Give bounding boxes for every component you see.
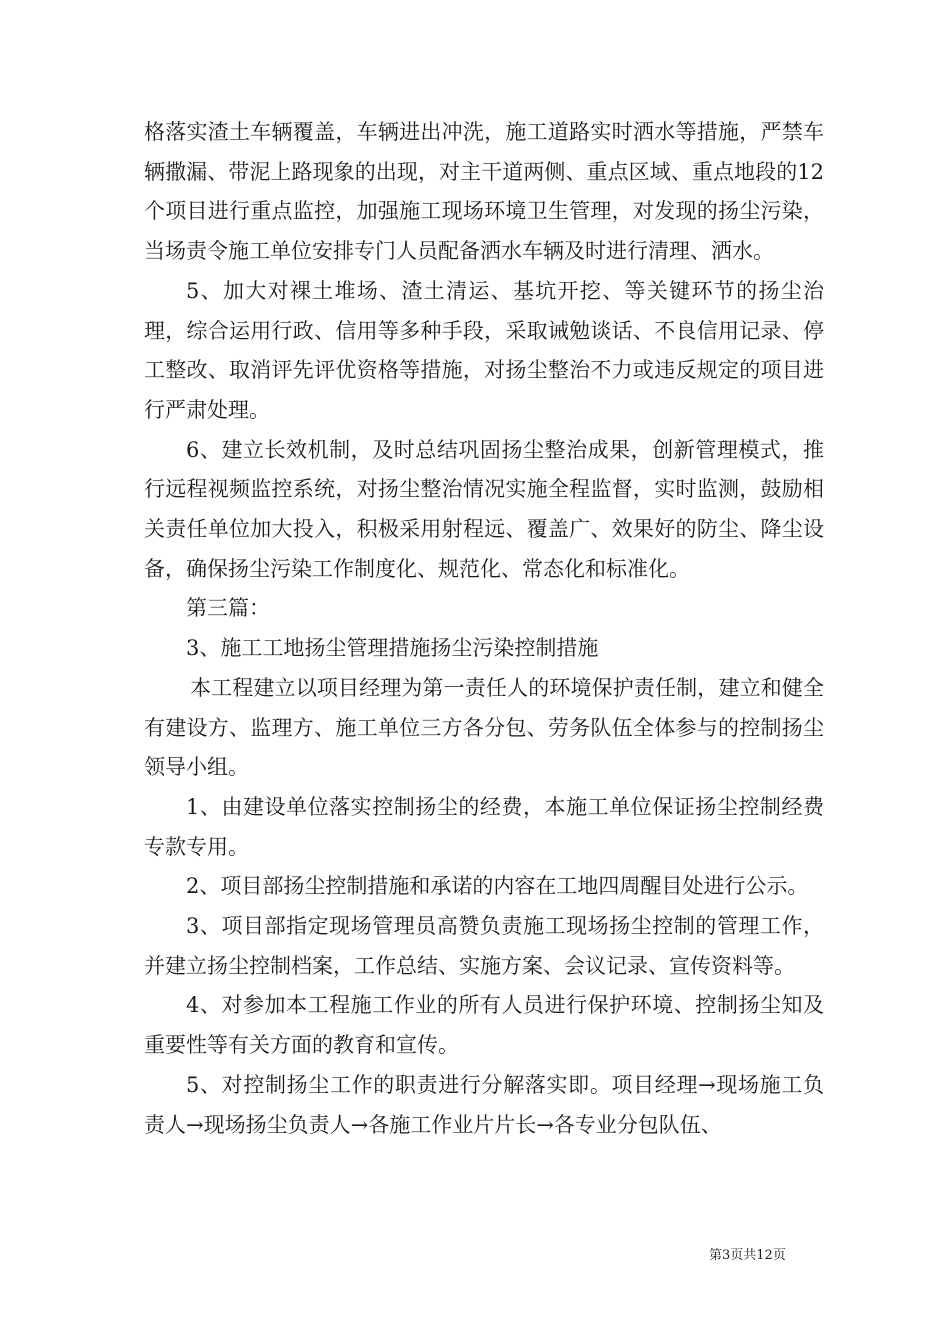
page-number-footer: 第3页共12页 <box>709 1248 786 1263</box>
paragraph-item-1-funding: 1、由建设单位落实控制扬尘的经费，本施工单位保证扬尘控制经费专款专用。 <box>144 794 824 859</box>
paragraph-continuation: 格落实渣土车辆覆盖，车辆进出冲洗，施工道路实时洒水等措施，严禁车辆撒漏、带泥上路现象的出现，对主干道两侧、重点区域、重点地段的12个项目进行重点监控，加强施工现场环境卫生管理，对发现的扬尘污染，当场责令施工单位安排专门人员配备洒水车辆及时进行清理、洒水。 <box>144 120 824 264</box>
paragraph-item-3-site-manager: 3、项目部指定现场管理员高赞负责施工现场扬尘控制的管理工作，并建立扬尘控制档案，工作总结、实施方案、会议记录、宣传资料等。 <box>144 914 824 978</box>
paragraph-item-5-dust-governance: 5、加大对裸土堆场、渣土清运、基坑开挖、等关键环节的扬尘治理，综合运用行政、信用等多种手段，采取诫勉谈话、不良信用记录、停工整改、取消评先评优资格等措施，对扬尘整治不力或违反规定的项目进行严肃处理。 <box>144 278 824 422</box>
paragraph-responsibility-system: 本工程建立以项目经理为第一责任人的环境保护责任制，建立和健全有建设方、监理方、施工单位三方各分包、劳务队伍全体参与的控制扬尘领导小组。 <box>144 675 824 780</box>
paragraph-item-5-responsibility-chain: 5、对控制扬尘工作的职责进行分解落实即。项目经理→现场施工负责人→现场扬尘负责人→各施工作业片片长→各专业分包队伍、 <box>144 1072 824 1137</box>
paragraph-item-2-public-notice: 2、项目部扬尘控制措施和承诺的内容在工地四周醒目处进行公示。 <box>186 874 809 899</box>
document-body <box>144 113 824 1145</box>
paragraph-item-4-education: 4、对参加本工程施工作业的所有人员进行保护环境、控制扬尘知及重要性等有关方面的教育和宣传。 <box>144 993 824 1058</box>
paragraph-item-6-long-term-mechanism: 6、建立长效机制，及时总结巩固扬尘整治成果，创新管理模式，推行远程视频监控系统，对扬尘整治情况实施全程监督，实时监测，鼓励相关责任单位加大投入，积极采用射程远、覆盖广、效果好的防尘、降尘设备，确保扬尘污染工作制度化、规范化、常态化和标准化。 <box>144 437 824 581</box>
section-heading-third-part: 第三篇： <box>186 596 270 621</box>
section-subheading-dust-control: 3、施工工地扬尘管理措施扬尘污染控制措施 <box>186 636 599 661</box>
